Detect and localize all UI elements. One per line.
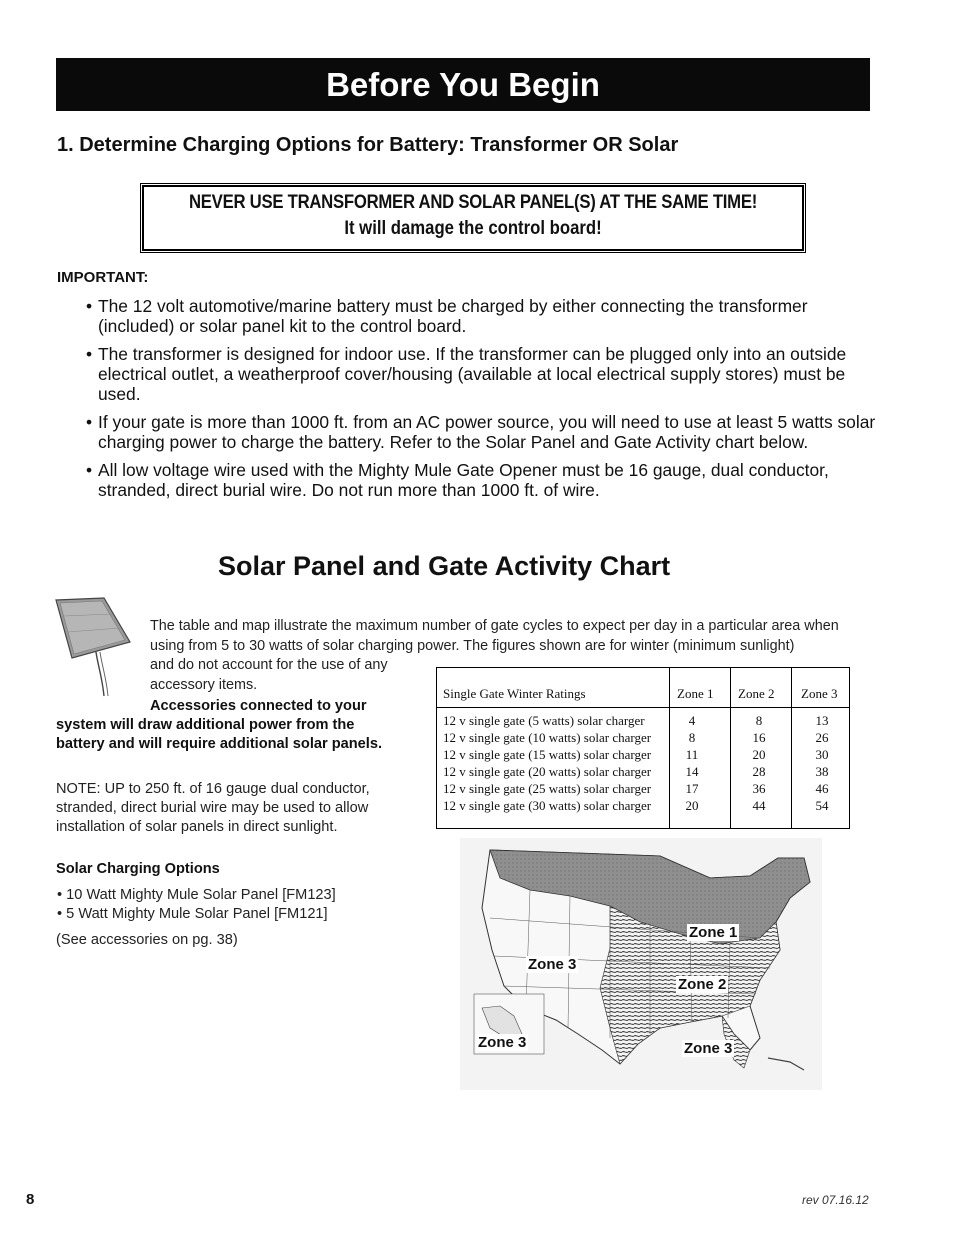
map-label-zone-1: Zone 1 (689, 924, 738, 941)
wire-note: NOTE: UP to 250 ft. of 16 gauge dual conductor, stranded, direct burial wire may be used to allow installation of solar panels in direct sunlight. (56, 781, 370, 835)
table-row: 12 v single gate (30 watts) solar charger (443, 798, 652, 814)
table-cell: 38 (815, 764, 829, 780)
table-cell: 28 (752, 764, 766, 780)
table-row: 12 v single gate (10 watts) solar charger (443, 730, 652, 746)
important-bullet-list (86, 296, 876, 508)
table-cell: 4 (688, 713, 696, 728)
section-heading-charging-options: 1. Determine Charging Options for Battery: Transformer OR Solar (57, 134, 679, 156)
us-zone-map (460, 838, 822, 1090)
warning-line-1: NEVER USE TRANSFORMER AND SOLAR PANEL(S) AT THE SAME TIME! (188, 192, 758, 213)
us-map-drawing (460, 838, 822, 1090)
solar-panel-illustration (52, 596, 138, 700)
table-cell: 30 (815, 747, 829, 763)
page-number: 8 (26, 1191, 35, 1208)
map-label-zone-2: Zone 2 (678, 976, 727, 993)
map-label-zone-3-west: Zone 3 (528, 956, 577, 973)
accessories-warning: Accessories connected to your system will draw additional power from the battery and will require additional solar panels. (56, 698, 383, 752)
table-header-zone-1: Zone 1 (677, 686, 714, 701)
intro-line: The table and map illustrate the maximum number of gate cycles to expect per day in a particular area when using from 5 to 30 watts of solar charging power. The figures shown are for winter (minimum sunlight) (150, 618, 839, 654)
winter-ratings-table (436, 667, 850, 829)
intro-tail: and do not account for the use of any accessory items. (150, 657, 388, 693)
page-banner: Before You Begin (56, 58, 870, 111)
table-cell: 14 (685, 764, 699, 780)
warning-line-2: It will damage the control board! (344, 218, 602, 239)
table-cell: 13 (815, 713, 829, 728)
bullet-item: • The 12 volt automotive/marine battery must be charged by either connecting the transformer (included) or solar panel kit to the control board. (86, 296, 876, 336)
zone-2-values (745, 712, 773, 815)
list-item: • 5 Watt Mighty Mule Solar Panel [FM121] (57, 906, 328, 922)
revision-label: rev 07.16.12 (802, 1193, 869, 1207)
solar-options-title: Solar Charging Options (56, 861, 220, 877)
table-cell: 8 (755, 713, 763, 728)
table-cell: 20 (685, 798, 699, 814)
table-row-labels (443, 712, 651, 815)
table-cell: 8 (688, 730, 696, 746)
table-row: 12 v single gate (25 watts) solar charger (443, 781, 652, 797)
table-header-zone-2: Zone 2 (738, 686, 775, 701)
map-label-zone-3-south: Zone 3 (684, 1040, 733, 1057)
table-cell: 20 (752, 747, 766, 763)
chart-heading: Solar Panel and Gate Activity Chart (218, 551, 671, 581)
zone-3-values (809, 712, 835, 815)
map-label-zone-3-pacific: Zone 3 (478, 1034, 527, 1051)
important-label: IMPORTANT: (57, 269, 149, 286)
bullet-item: • All low voltage wire used with the Mighty Mule Gate Opener must be 16 gauge, dual conductor, stranded, direct burial wire. Do not run more than 1000 ft. of wire. (86, 460, 876, 500)
list-item: • 10 Watt Mighty Mule Solar Panel [FM123] (57, 887, 336, 903)
table-cell: 26 (815, 730, 829, 746)
see-accessories-note: (See accessories on pg. 38) (56, 932, 238, 948)
table-row: 12 v single gate (15 watts) solar charger (443, 747, 652, 763)
table-cell: 17 (685, 781, 699, 797)
warning-box (140, 183, 806, 253)
table-header-zone-3: Zone 3 (801, 686, 838, 701)
zone-1-values (679, 712, 705, 815)
table-row: 12 v single gate (5 watts) solar charger (443, 713, 645, 728)
table-cell: 54 (815, 798, 829, 814)
bullet-item: • If your gate is more than 1000 ft. from an AC power source, you will need to use at least 5 watts solar charging power to charge the battery. Refer to the Solar Panel and Gate Activity chart below. (86, 412, 876, 452)
table-cell: 16 (752, 730, 766, 746)
table-cell: 46 (815, 781, 829, 797)
solar-options-list (57, 886, 336, 924)
table-header: Single Gate Winter Ratings (443, 686, 586, 701)
table-cell: 11 (685, 747, 699, 763)
table-cell: 44 (752, 798, 766, 814)
table-row: 12 v single gate (20 watts) solar charger (443, 764, 652, 780)
table-cell: 36 (752, 781, 766, 797)
bullet-item: • The transformer is designed for indoor use. If the transformer can be plugged only into an outside electrical outlet, a weatherproof cover/housing (available at local electrical supply stores) must be used. (86, 344, 876, 404)
